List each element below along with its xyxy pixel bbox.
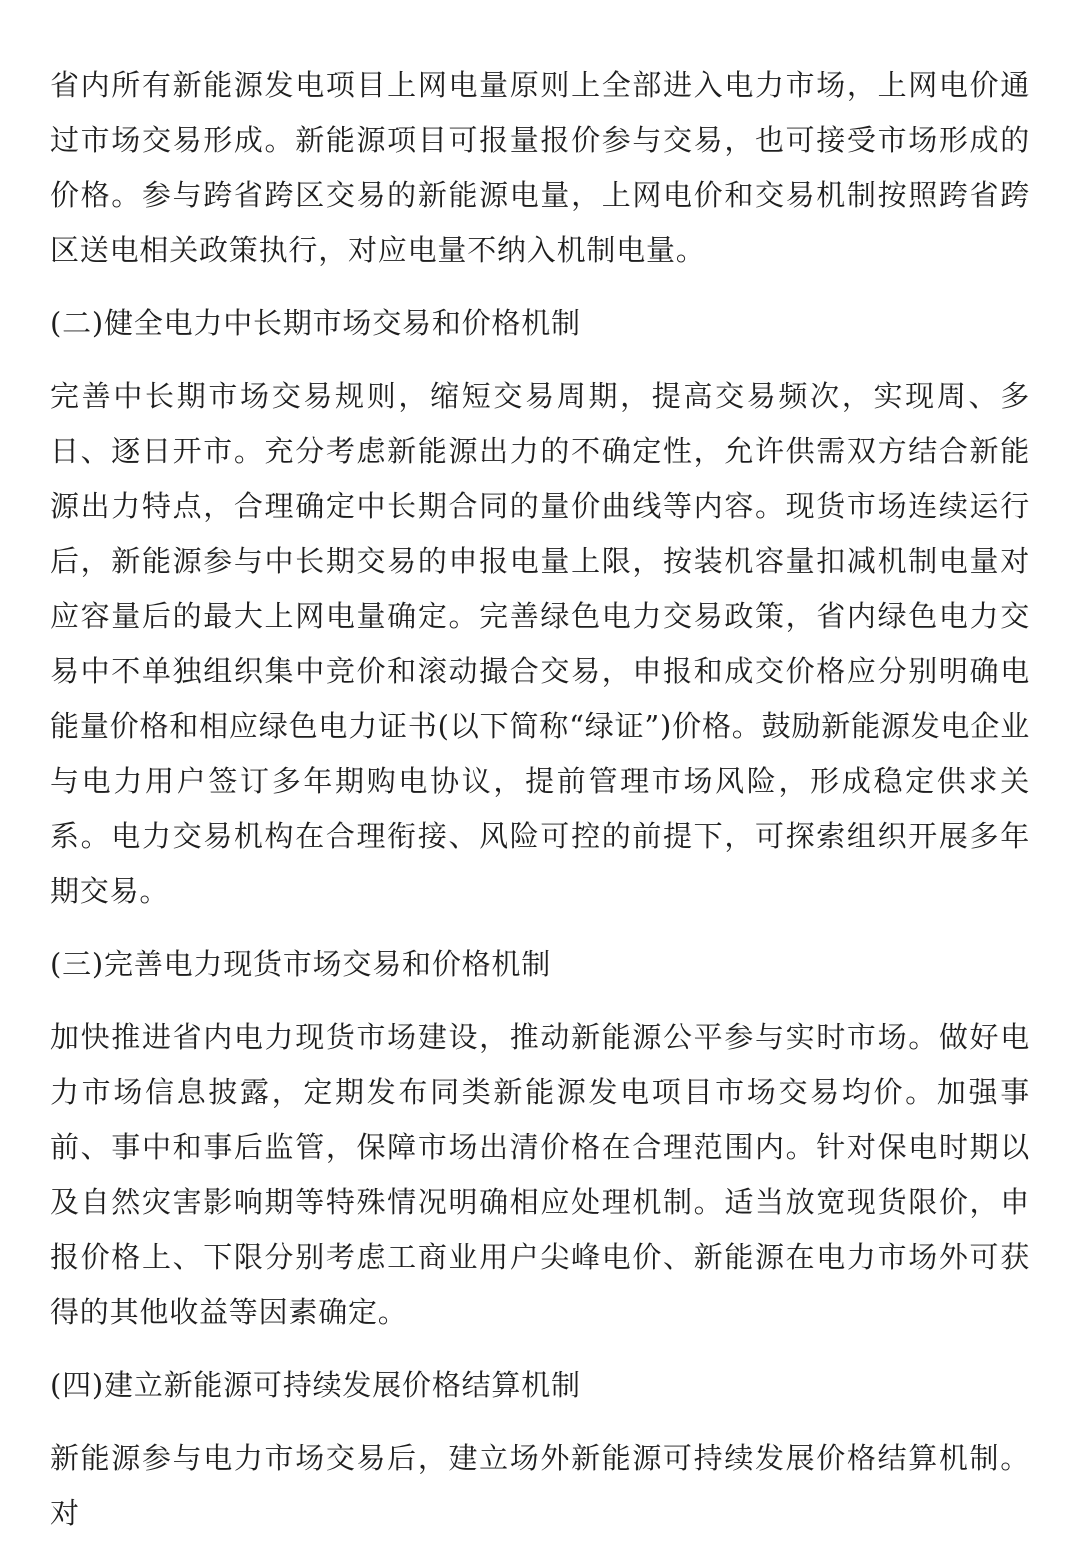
section-heading-4: (四)建立新能源可持续发展价格结算机制 [50,1368,581,1402]
section-heading-3: (三)完善电力现货市场交易和价格机制 [50,947,552,981]
paragraph-mid-long-term-market: 完善中长期市场交易规则，缩短交易周期，提高交易频次，实现周、多日、逐日开市。充分考虑新能源出力的不确定性，允许供需双方结合新能源出力特点，合理确定中长期合同的量价曲线等内容。现货市场连续运行后，新能源参与中长期交易的申报电量上限，按装机容量扣减机制电量对应容量后的最大上网电量确定。完善绿色电力交易政策，省内绿色电力交易中不单独组织集中竞价和滚动撮合交易，申报和成交价格应分别明确电能量价格和相应绿色电力证书(以下简称“绿证”)价格。鼓励新能源发电企业与电力用户签订多年期购电协议，提前管理市场风险，形成稳定供求关系。电力交易机构在合理衔接、风险可控的前提下，可探索组织开展多年期交易。 [50,379,1030,908]
paragraph-settlement-mechanism: 新能源参与电力市场交易后，建立场外新能源可持续发展价格结算机制。对 [50,1441,1030,1530]
paragraph-market-entry: 省内所有新能源发电项目上网电量原则上全部进入电力市场，上网电价通过市场交易形成。新能源项目可报量报价参与交易，也可接受市场形成的价格。参与跨省跨区交易的新能源电量，上网电价和交易机制按照跨省跨区送电相关政策执行，对应电量不纳入机制电量。 [50,68,1030,267]
paragraph-spot-market: 加快推进省内电力现货市场建设，推动新能源公平参与实时市场。做好电力市场信息披露，定期发布同类新能源发电项目市场交易均价。加强事前、事中和事后监管，保障市场出清价格在合理范围内。针对保电时期以及自然灾害影响期等特殊情况明确相应处理机制。适当放宽现货限价，申报价格上、下限分别考虑工商业用户尖峰电价、新能源在电力市场外可获得的其他收益等因素确定。 [50,1020,1030,1329]
section-heading-2: (二)健全电力中长期市场交易和价格机制 [50,306,581,340]
